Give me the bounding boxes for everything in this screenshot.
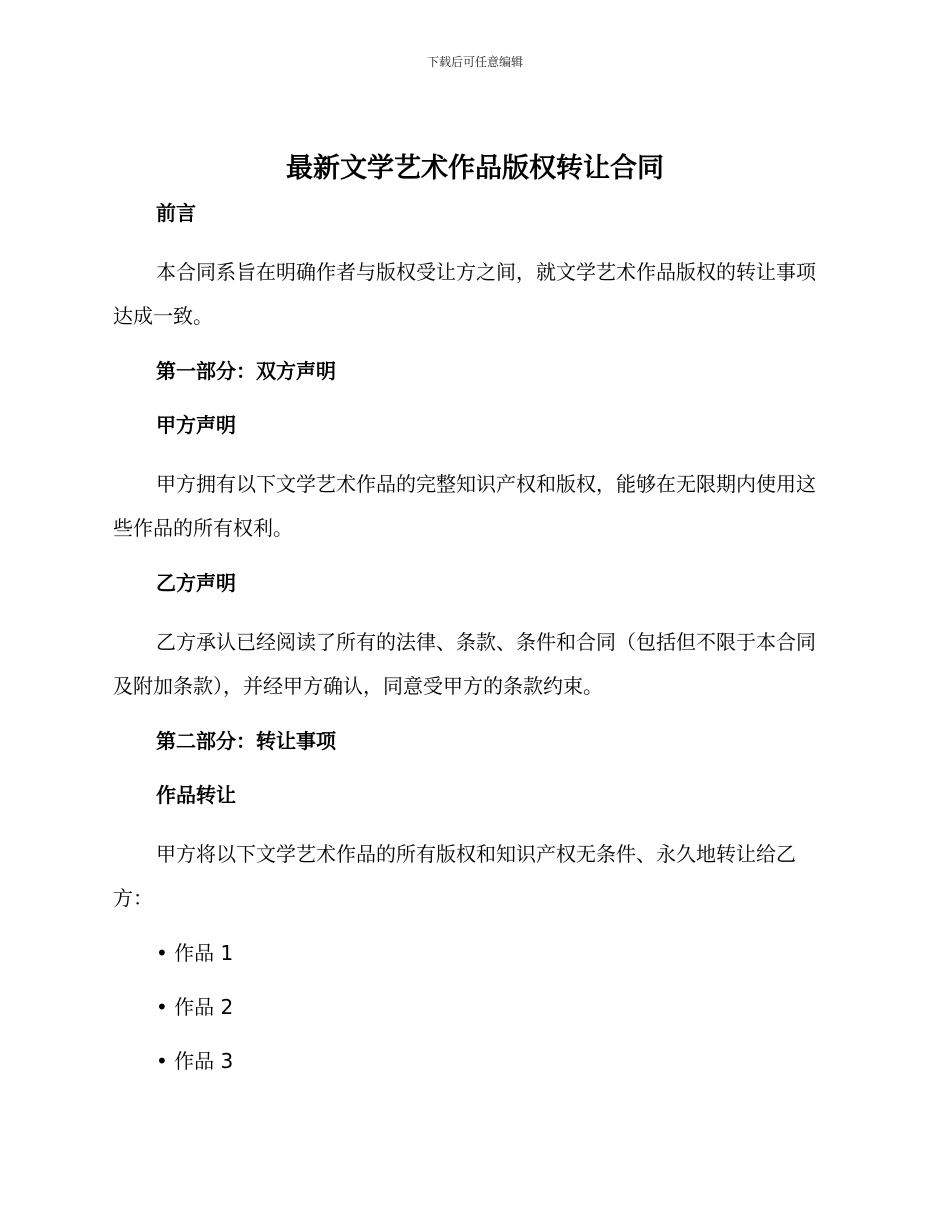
- partyA-paragraph: 甲方拥有以下文学艺术作品的完整知识产权和版权，能够在无限期内使用这些作品的所有权利。: [113, 472, 816, 540]
- document-title: 最新文学艺术作品版权转让合同: [286, 153, 664, 184]
- list-item: • 作品 1: [156, 941, 234, 965]
- part1-heading: 第一部分：双方声明: [156, 359, 336, 383]
- list-item: • 作品 3: [156, 1049, 234, 1073]
- preface-heading: 前言: [156, 201, 196, 225]
- transfer-paragraph: 甲方将以下文学艺术作品的所有版权和知识产权无条件、永久地转让给乙方：: [113, 842, 796, 910]
- preface-paragraph: 本合同系旨在明确作者与版权受让方之间，就文学艺术作品版权的转让事项达成一致。: [113, 260, 816, 328]
- part2-heading: 第二部分：转让事项: [156, 729, 336, 753]
- transfer-heading: 作品转让: [156, 783, 236, 807]
- partyB-paragraph: 乙方承认已经阅读了所有的法律、条款、条件和合同（包括但不限于本合同及附加条款），并经甲方确认，同意受甲方的条款约束。: [113, 630, 816, 698]
- header-note: 下载后可任意编辑: [426, 55, 523, 69]
- partyB-heading: 乙方声明: [156, 571, 236, 595]
- partyA-heading: 甲方声明: [156, 413, 236, 437]
- document-body: [113, 196, 831, 1078]
- list-item: • 作品 2: [156, 995, 234, 1019]
